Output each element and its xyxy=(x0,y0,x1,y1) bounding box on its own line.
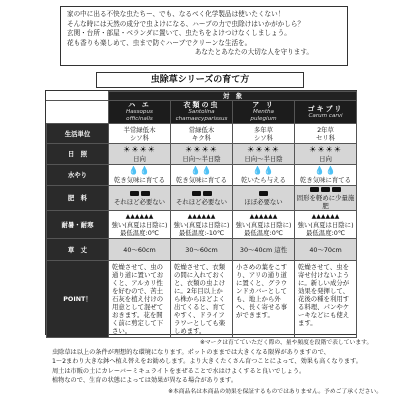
fertilizer-text: ほぼ必要ない xyxy=(244,198,283,206)
fertilizer-text: 固形を軽めに少量施肥 xyxy=(296,194,355,210)
hardiness-triangle-icon: ▲▲▲▲▲▲ xyxy=(187,212,216,220)
corner-cell xyxy=(47,101,109,124)
temperature-cell xyxy=(295,211,357,239)
pest-latin: Mentha xyxy=(253,109,274,115)
temperature-cell xyxy=(109,211,171,239)
height-cell: 30～60cm xyxy=(171,239,233,261)
min-temp-text: 最低温度:0℃ xyxy=(120,228,159,237)
water-text: 乾いたら与える xyxy=(241,176,286,184)
water-cell xyxy=(171,165,233,186)
water-cell xyxy=(233,165,295,186)
height-cell: 40～60cm xyxy=(109,239,171,261)
point-cell: 乾燥させて、虫の通り道に置いておくと、アルカリ性を好むので、苦土石灰を植え付けの用意として混ぜておきます。花を開く前に剪定して下さい。 xyxy=(109,261,171,338)
fertilizer-cell xyxy=(295,186,357,211)
habit-family: シソ科 xyxy=(253,133,274,142)
fertilizer-block-icon xyxy=(109,190,170,198)
sun-icon: ☀☀☀☀ xyxy=(247,145,280,154)
pest-header-moth xyxy=(171,101,233,124)
sun-text: 日向～半日陰 xyxy=(244,155,283,163)
sun-cell xyxy=(233,144,295,165)
heat-text: 強い(真夏は日陰に) xyxy=(297,220,354,229)
row-label-water: 水やり xyxy=(47,165,109,186)
intro-line: 玄関・台所・部屋・ベランダに置いて、虫たちをよけつけなくしましょう。 xyxy=(67,29,291,38)
pest-name: ハ エ xyxy=(128,101,151,109)
water-text: 乾き気味に育てる xyxy=(299,176,352,184)
point-cell: 乾燥させて、虫を寄せ付けないように。新しい成分が効果を発揮して、花後の種を利用する料理、パンやケーキなどにも使えます。 xyxy=(295,261,357,338)
pest-latin: Santolina xyxy=(188,109,215,115)
intro-line: あなたとあなたの大切な人を守ります。 xyxy=(194,48,313,57)
sun-cell xyxy=(295,144,357,165)
fertilizer-cell xyxy=(171,186,233,211)
footer-line: 周土は市販の土にカレーバーミキュライトをまぜることで水はけよくすると良いでしょう。 xyxy=(52,367,306,375)
care-table-frame xyxy=(45,90,357,335)
disclaimer: ※本商品名は本商品の効果を保証するものではありません。予めご了承ください。 xyxy=(168,388,382,395)
hardiness-triangle-icon: ▲▲▲▲▲▲ xyxy=(125,212,154,220)
habit-type: 2年草 xyxy=(317,125,334,134)
point-cell: 乾燥させて、衣類の間に入れておくと、衣類の虫よけに。2年目以上から株からほどよく出てくると、育てやすく、ドライフラワーとしても楽しめます。 xyxy=(171,261,233,338)
pest-header-ant xyxy=(233,101,295,124)
intro-box xyxy=(60,6,348,66)
min-temp-text: 最低温度:0℃ xyxy=(306,228,345,237)
fertilizer-block-icon xyxy=(233,190,294,198)
row-label-sun: 日 照 xyxy=(47,144,109,165)
fertilizer-text: それほど必要ない xyxy=(175,198,228,206)
habit-cell xyxy=(171,124,233,144)
sun-cell xyxy=(171,144,233,165)
habit-family: セリ科 xyxy=(315,133,336,142)
pest-latin: Carum carvi xyxy=(308,112,343,119)
fertilizer-cell xyxy=(233,186,295,211)
footer-line: 虫除草は以上の条件が理想的な環境になります。ポットのままでは大きくなる限界がありますので、 xyxy=(52,349,330,356)
row-label-point: POINT！ xyxy=(47,261,109,338)
pest-name: ア リ xyxy=(252,101,275,109)
footer-line: 植物なので、生育の状態によっては効果が異なる場合があります。 xyxy=(52,377,238,385)
fertilizer-text: それほど必要ない xyxy=(113,198,166,206)
temperature-cell xyxy=(233,211,295,239)
habit-cell xyxy=(295,124,357,144)
sun-icon: ☀☀☀☀ xyxy=(309,145,342,154)
fertilizer-block-icon xyxy=(295,186,356,194)
pest-name: ゴキブリ xyxy=(307,104,344,113)
pest-name: 衣類の虫 xyxy=(183,101,220,109)
habit-cell xyxy=(233,124,295,144)
intro-line: 花も香りも楽しめて、虫まで防ぐハーブでクリーンな生活を。 xyxy=(67,38,252,47)
hardiness-triangle-icon: ▲▲▲▲▲▲ xyxy=(311,212,340,220)
water-cell xyxy=(295,165,357,186)
habit-family: シソ科 xyxy=(129,133,150,142)
water-drop-icon: 💧💧 xyxy=(190,166,213,175)
water-drop-icon: 💧💧 xyxy=(128,166,151,175)
target-header: 対 象 xyxy=(109,92,357,101)
intro-line: 家の中に出る不快な虫たちー、でも、なるべく化学製品は使いたくない！ xyxy=(67,10,285,18)
point-cell: 小さめの葉をこすり、アリの通り道に置くと、グラウンドカバーとしても、地上から外へ、長く寄せる事ができます。 xyxy=(233,261,295,338)
heat-text: 強い(真夏は日陰に) xyxy=(111,220,168,229)
sun-cell xyxy=(109,144,171,165)
pest-header-fly xyxy=(109,101,171,124)
pest-header-cockroach xyxy=(295,101,357,124)
height-cell: 40～70cm xyxy=(295,239,357,261)
symbol-note: ※マークは育てていただく際の、量や頻度を段階で表しています。 xyxy=(200,340,373,346)
sun-icon: ☀☀☀☀ xyxy=(185,145,218,154)
water-text: 乾き気味に育てる xyxy=(175,176,228,184)
habit-cell xyxy=(109,124,171,144)
sun-text: 日向～半日陰 xyxy=(182,155,221,163)
sun-icon: ☀☀☀☀ xyxy=(123,145,156,154)
water-drop-icon: 💧💧 xyxy=(252,166,275,175)
habit-type: 常緑低木 xyxy=(188,125,215,134)
fertilizer-cell xyxy=(109,186,171,211)
sun-text: 日向 xyxy=(319,155,332,163)
fertilizer-block-icon xyxy=(171,190,232,198)
page-title: 虫除草シリーズの育て方 xyxy=(96,72,304,88)
water-text: 乾き気味に育てる xyxy=(113,176,166,184)
water-drop-icon: 💧💧 xyxy=(314,166,337,175)
footer-text xyxy=(52,348,382,397)
min-temp-text: 最低温度:-10℃ xyxy=(178,228,225,237)
habit-type: 多年草 xyxy=(253,125,274,134)
pest-latin: chamaecyparissus xyxy=(175,116,228,122)
heat-text: 強い(真夏は日陰に) xyxy=(235,220,292,229)
row-label-fertilizer: 肥 料 xyxy=(47,186,109,211)
row-label-height: 草 丈 xyxy=(47,239,109,261)
pest-latin: Hassopus xyxy=(126,109,153,115)
row-label-habit: 生活単位 xyxy=(47,124,109,144)
intro-line: そんな時には天然の成分で虫よけになる、ハーブの力で虫除けはいかがかしら？ xyxy=(67,19,305,28)
heat-text: 強い(真夏は日陰に) xyxy=(173,220,230,229)
footer-line: 1～2まわり大きな鉢へ植え替えをお勧めします。より大きくたくさん育つことによって、効果も高くなります。 xyxy=(52,358,362,366)
habit-family: キク科 xyxy=(191,133,212,142)
row-label-temperature: 耐暑・耐寒 xyxy=(47,211,109,239)
care-table xyxy=(46,91,357,338)
min-temp-text: 最低温度:0℃ xyxy=(244,228,283,237)
hardiness-triangle-icon: ▲▲▲▲▲▲ xyxy=(249,212,278,220)
pest-latin: officinalis xyxy=(126,116,153,122)
pest-latin: pulegium xyxy=(250,116,277,122)
temperature-cell xyxy=(171,211,233,239)
corner-cell xyxy=(47,92,109,101)
height-cell: 30～40cm 這性 xyxy=(233,239,295,261)
sun-text: 日向 xyxy=(133,155,146,163)
habit-type: 半常緑低木 xyxy=(123,125,156,134)
water-cell xyxy=(109,165,171,186)
